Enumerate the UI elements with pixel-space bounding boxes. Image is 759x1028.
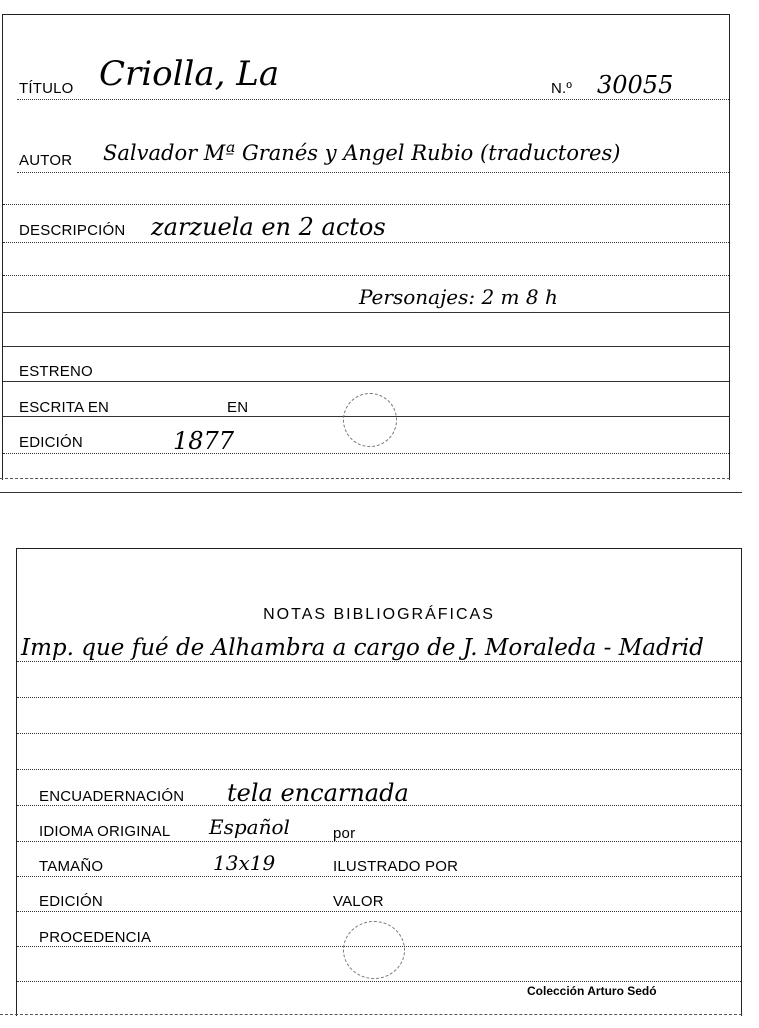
encuadernacion-label: ENCUADERNACIÓN (39, 788, 185, 805)
notas-rule-1 (17, 661, 741, 662)
titulo-value: Criolla, La (99, 54, 280, 94)
procedencia-label: PROCEDENCIA (39, 929, 152, 946)
numero-value: 30055 (597, 71, 674, 99)
catalog-card-back (16, 548, 742, 1016)
collection-credit: Colección Arturo Sedó (527, 984, 657, 998)
edicion-back-rule (17, 911, 741, 912)
idioma-rule (17, 841, 741, 842)
edicion-rule (3, 453, 729, 454)
descripcion-label: DESCRIPCIÓN (19, 222, 126, 239)
card-gap-rule (0, 492, 742, 493)
blank-rule-back (17, 981, 741, 982)
autor-value: Salvador Mª Granés y Angel Rubio (traductores) (103, 141, 621, 165)
blank-rule-2 (3, 275, 729, 276)
edicion-value: 1877 (173, 427, 235, 455)
idioma-label: IDIOMA ORIGINAL (39, 823, 171, 840)
blank-rule-3 (3, 346, 729, 347)
encuadernacion-value: tela encarnada (227, 779, 409, 807)
descripcion-rule (3, 242, 729, 243)
numero-label: N.º (551, 80, 573, 97)
autor-rule (17, 172, 729, 173)
descripcion-value: zarzuela en 2 actos (151, 213, 386, 241)
titulo-rule (17, 99, 729, 100)
personajes-rule (3, 312, 729, 313)
escrita-label: ESCRITA EN (19, 399, 110, 416)
notas-title: NOTAS BIBLIOGRÁFICAS (263, 606, 495, 623)
catalog-card-front (2, 14, 730, 480)
punch-hole-mark (343, 393, 397, 447)
titulo-label: TÍTULO (19, 80, 74, 97)
notas-value: Imp. que fué de Alhambra a cargo de J. Moraleda - Madrid (21, 635, 704, 661)
punch-hole-mark-back (343, 921, 405, 979)
tamano-rule (17, 876, 741, 877)
card-tear-line (0, 478, 730, 479)
en-label: EN (227, 399, 249, 416)
blank-rule-1 (3, 204, 729, 205)
autor-label: AUTOR (19, 152, 73, 169)
card-tear-line-back (0, 1014, 742, 1015)
encuadernacion-rule (17, 805, 741, 806)
notas-rule-2 (17, 697, 741, 698)
notas-rule-3 (17, 733, 741, 734)
edicion-label: EDICIÓN (19, 434, 83, 451)
por-label: por (333, 825, 356, 842)
notas-rule-4 (17, 769, 741, 770)
edicion-back-label: EDICIÓN (39, 893, 103, 910)
ilustrado-label: ILUSTRADO POR (333, 858, 459, 875)
tamano-value: 13x19 (213, 851, 276, 875)
estreno-rule (3, 381, 729, 382)
estreno-label: ESTRENO (19, 363, 93, 380)
idioma-value: Español (209, 815, 290, 839)
valor-label: VALOR (333, 893, 384, 910)
tamano-label: TAMAÑO (39, 858, 104, 875)
personajes-value: Personajes: 2 m 8 h (359, 285, 558, 309)
